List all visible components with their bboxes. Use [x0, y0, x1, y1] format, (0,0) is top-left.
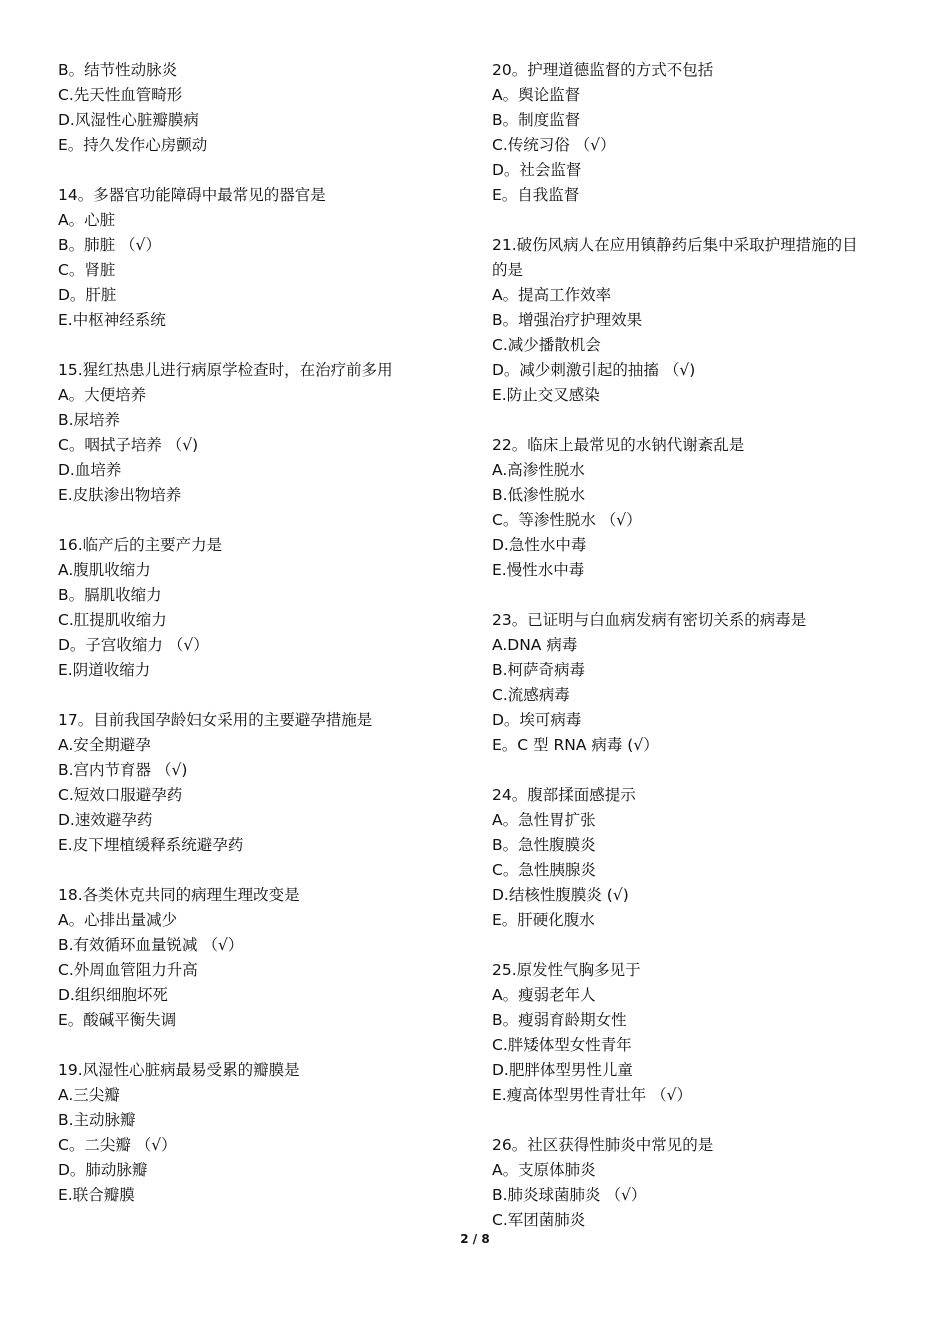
- answer-option: C.短效口服避孕药: [58, 786, 183, 804]
- answer-option: D。肺动脉瓣: [58, 1161, 148, 1179]
- answer-option: A。心脏: [58, 211, 116, 229]
- answer-option: E.阴道收缩力: [58, 661, 151, 679]
- answer-option: D。社会监督: [492, 161, 582, 179]
- answer-option: E.瘦高体型男性青壮年 （√）: [492, 1086, 693, 1104]
- right-column: [492, 58, 902, 1233]
- question-text: 20。护理道德监督的方式不包括: [492, 61, 714, 79]
- answer-option: A。提高工作效率: [492, 286, 612, 304]
- answer-option: B.尿培养: [58, 411, 121, 429]
- answer-option: B。结节性动脉炎: [58, 61, 178, 79]
- answer-option: D。子宫收缩力 （√）: [58, 636, 209, 654]
- answer-option: C。肾脏: [58, 261, 116, 279]
- question-spacer: [58, 858, 458, 883]
- answer-option: A。心排出量减少: [58, 911, 178, 929]
- question-text: 14。多器官功能障碍中最常见的器官是: [58, 186, 326, 204]
- answer-option: A.三尖瓣: [58, 1086, 120, 1104]
- answer-option: A.DNA 病毒: [492, 636, 578, 654]
- answer-option: B。膈肌收缩力: [58, 586, 162, 604]
- question-spacer: [492, 933, 902, 958]
- answer-option: C.减少播散机会: [492, 336, 601, 354]
- answer-option: A。大便培养: [58, 386, 147, 404]
- answer-option: B.宫内节育器 （√): [58, 761, 188, 779]
- answer-option: C。等渗性脱水 （√）: [492, 511, 642, 529]
- answer-option: B.肺炎球菌肺炎 （√）: [492, 1186, 647, 1204]
- question-text: 19.风湿性心脏病最易受累的瓣膜是: [58, 1061, 300, 1079]
- question-spacer: [58, 1033, 458, 1058]
- answer-option: B.主动脉瓣: [58, 1111, 136, 1129]
- answer-option: D。减少刺激引起的抽搐 （√): [492, 361, 696, 379]
- answer-option: C.胖矮体型女性青年: [492, 1036, 632, 1054]
- question-text: 的是: [492, 261, 524, 279]
- answer-option: B。肺脏 （√）: [58, 236, 161, 254]
- answer-option: C。急性胰腺炎: [492, 861, 596, 879]
- answer-option: A。瘦弱老年人: [492, 986, 596, 1004]
- question-spacer: [492, 583, 902, 608]
- answer-option: D.组织细胞坏死: [58, 986, 168, 1004]
- question-text: 21.破伤风病人在应用镇静药后集中采取护理措施的目: [492, 236, 858, 254]
- answer-option: C.外周血管阻力升高: [58, 961, 198, 979]
- answer-option: E.皮肤渗出物培养: [58, 486, 182, 504]
- question-text: 23。已证明与白血病发病有密切关系的病毒是: [492, 611, 807, 629]
- answer-option: A.高渗性脱水: [492, 461, 585, 479]
- answer-option: E。肝硬化腹水: [492, 911, 595, 929]
- answer-option: E.中枢神经系统: [58, 311, 166, 329]
- question-spacer: [492, 758, 902, 783]
- answer-option: C.传统习俗 （√）: [492, 136, 616, 154]
- answer-option: D.急性水中毒: [492, 536, 587, 554]
- answer-option: C.流感病毒: [492, 686, 570, 704]
- answer-option: E.皮下埋植缓释系统避孕药: [58, 836, 244, 854]
- answer-option: A。急性胃扩张: [492, 811, 596, 829]
- answer-option: C。二尖瓣 （√）: [58, 1136, 177, 1154]
- answer-option: D.肥胖体型男性儿童: [492, 1061, 633, 1079]
- question-spacer: [492, 1108, 902, 1133]
- answer-option: E。持久发作心房颤动: [58, 136, 208, 154]
- answer-option: E。酸碱平衡失调: [58, 1011, 177, 1029]
- answer-option: B.低渗性脱水: [492, 486, 586, 504]
- answer-option: D。埃可病毒: [492, 711, 582, 729]
- question-spacer: [58, 508, 458, 533]
- question-text: 17。目前我国孕龄妇女采用的主要避孕措施是: [58, 711, 373, 729]
- answer-option: B.柯萨奇病毒: [492, 661, 586, 679]
- answer-option: B。急性腹膜炎: [492, 836, 596, 854]
- question-spacer: [492, 408, 902, 433]
- answer-option: E。自我监督: [492, 186, 580, 204]
- question-text: 16.临产后的主要产力是: [58, 536, 223, 554]
- answer-option: A.安全期避孕: [58, 736, 151, 754]
- question-text: 22。临床上最常见的水钠代谢紊乱是: [492, 436, 745, 454]
- answer-option: C.先天性血管畸形: [58, 86, 183, 104]
- answer-option: B。增强治疗护理效果: [492, 311, 643, 329]
- answer-option: D.结核性腹膜炎 (√): [492, 886, 629, 904]
- question-spacer: [58, 333, 458, 358]
- page-number: 2 / 8: [460, 1232, 490, 1246]
- answer-option: B.有效循环血量锐减 （√）: [58, 936, 244, 954]
- answer-option: E.慢性水中毒: [492, 561, 585, 579]
- answer-option: D.速效避孕药: [58, 811, 153, 829]
- question-text: 18.各类休克共同的病理生理改变是: [58, 886, 300, 904]
- answer-option: E.联合瓣膜: [58, 1186, 135, 1204]
- answer-option: A。支原体肺炎: [492, 1161, 596, 1179]
- question-text: 25.原发性气胸多见于: [492, 961, 641, 979]
- answer-option: A。舆论监督: [492, 86, 581, 104]
- question-spacer: [58, 158, 458, 183]
- answer-option: E。C 型 RNA 病毒 (√）: [492, 736, 659, 754]
- question-text: 26。社区获得性肺炎中常见的是: [492, 1136, 714, 1154]
- answer-option: D.风湿性心脏瓣膜病: [58, 111, 199, 129]
- answer-option: B。瘦弱育龄期女性: [492, 1011, 627, 1029]
- question-spacer: [58, 683, 458, 708]
- question-text: 15.猩红热患儿进行病原学检查时，在治疗前多用: [58, 361, 393, 379]
- question-text: 24。腹部揉面感提示: [492, 786, 636, 804]
- answer-option: C.军团菌肺炎: [492, 1211, 586, 1229]
- left-column: [58, 58, 458, 1208]
- answer-option: D.血培养: [58, 461, 122, 479]
- answer-option: B。制度监督: [492, 111, 581, 129]
- answer-option: D。肝脏: [58, 286, 117, 304]
- answer-option: E.防止交叉感染: [492, 386, 600, 404]
- answer-option: C。咽拭子培养 （√): [58, 436, 199, 454]
- answer-option: A.腹肌收缩力: [58, 561, 151, 579]
- question-spacer: [492, 208, 902, 233]
- answer-option: C.肛提肌收缩力: [58, 611, 167, 629]
